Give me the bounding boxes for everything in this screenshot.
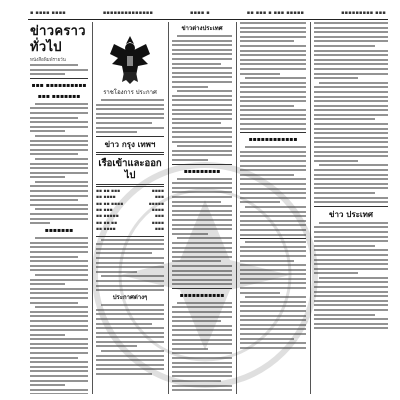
column-divider	[236, 22, 237, 394]
header-segment-3: ▪▪▪▪ ▪	[190, 10, 210, 16]
article-body	[240, 22, 306, 130]
section-heading: ▪▪▪ ▪▪▪▪▪▪▪▪▪▪	[31, 81, 87, 89]
section-heading: ข่าว ประเทศ	[329, 209, 373, 219]
news-subheading: เรือเข้าและออกไป	[98, 157, 162, 181]
article-body	[314, 22, 388, 203]
article-body	[96, 304, 164, 375]
section-heading: ▪▪▪▪▪▪▪▪▪▪▪	[179, 291, 225, 299]
emblem-caption: ราชโองการ ประกาศ	[103, 89, 157, 96]
masthead-subtitle: หนังสือพิมพ์รายวัน	[30, 58, 66, 63]
column-divider	[92, 22, 93, 394]
section-subheading: ▪▪▪ ▪▪▪▪▪▪▪	[37, 92, 81, 100]
column-4	[240, 22, 306, 394]
article-body	[172, 35, 232, 161]
article-body	[314, 222, 388, 330]
masthead-title: ข่าวคราวทั่วไป	[30, 24, 86, 55]
article-body	[30, 103, 88, 224]
section-heading: ▪▪▪▪▪▪▪▪▪▪▪▪	[248, 136, 298, 144]
running-header	[30, 8, 386, 18]
section-heading: ข่าวต่างประเทศ	[181, 25, 223, 32]
section-heading: ▪▪▪▪▪▪▪	[44, 227, 74, 235]
column-3	[172, 22, 232, 394]
header-rule	[28, 19, 388, 20]
section-heading: ▪▪▪▪▪▪▪▪▪	[183, 167, 221, 175]
header-segment-2: ▪▪▪▪▪▪▪▪▪▪▪▪▪▪	[102, 10, 154, 16]
article-body	[172, 302, 232, 391]
news-heading: ข่าว กรุง เทพฯ	[104, 139, 156, 149]
column-divider	[168, 22, 169, 394]
article-body	[240, 146, 306, 235]
masthead-text	[30, 64, 88, 75]
header-segment-4: ▪▪ ▪▪▪ ▪ ▪▪▪ ▪▪▪▪▪	[246, 10, 305, 16]
shipping-listing: ▪▪ ▪▪ ▪▪▪ ▪▪▪▪ ▪▪ ▪▪▪▪ ▪▪▪ ▪▪ ▪▪ ▪▪▪▪ ▪▪▪▪▪ ▪▪ ▪▪▪ ▪▪▪▪ ▪▪ ▪▪▪▪▪ ▪▪▪ ▪▪ ▪▪ ▪▪ ▪▪▪▪ ▪▪ ▪▪▪▪ ▪▪▪	[96, 188, 164, 233]
article-body	[30, 237, 88, 394]
section-heading: ประกาศต่างๆ	[112, 294, 148, 302]
header-segment-1: ▪ ▪▪▪▪ ▪▪▪▪	[30, 10, 66, 16]
header-segment-5: ▪▪▪▪▪▪▪▪▪ ▪▪▪	[341, 10, 386, 16]
article-body	[96, 239, 164, 292]
column-2	[96, 22, 164, 394]
column-1	[30, 22, 88, 394]
article-body	[240, 241, 306, 349]
proclamation-text	[96, 99, 164, 133]
article-body	[172, 178, 232, 286]
column-divider	[310, 22, 311, 394]
column-5	[314, 22, 388, 394]
